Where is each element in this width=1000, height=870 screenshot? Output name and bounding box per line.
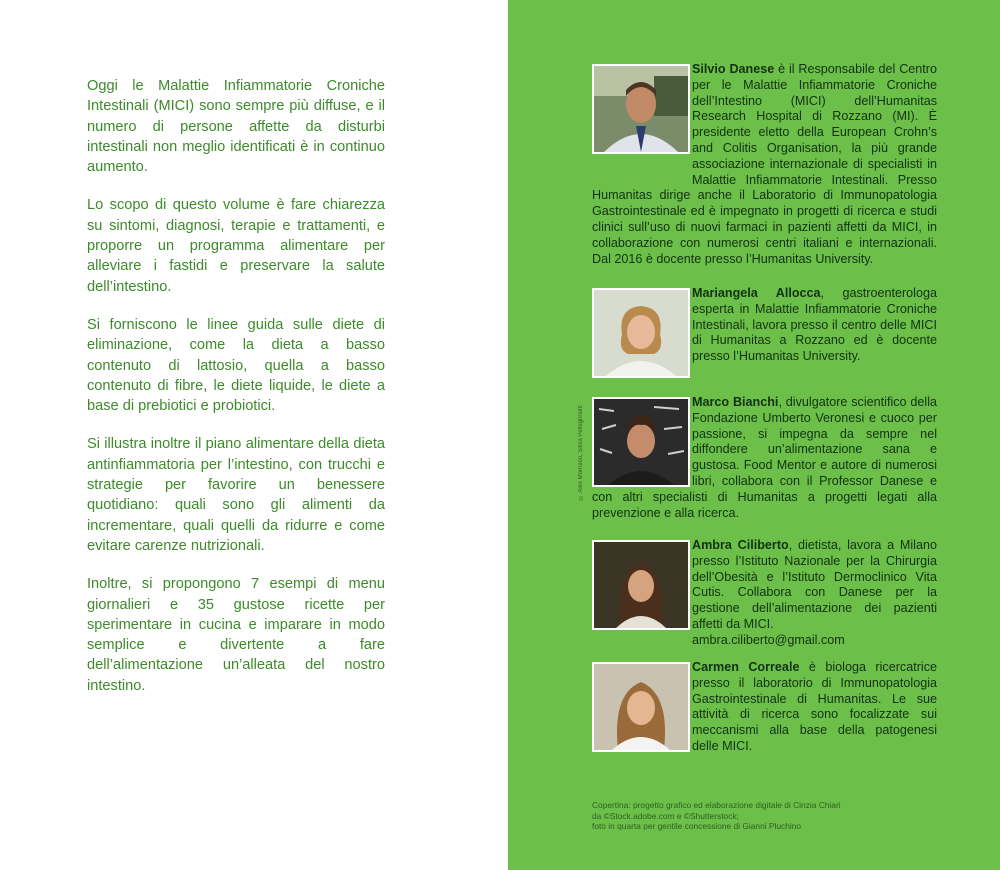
author-name: Mariangela Allocca (692, 286, 821, 300)
cover-credit-line: foto in quarta per gentile concessione di Gianni Pluchino (592, 821, 802, 831)
author-bio-silvio-danese (592, 62, 937, 267)
photo-text-wrap-spacer (592, 62, 692, 182)
author-bio-text: è il Responsabile del Centro per le Malattie Infiammatorie Croniche dell’Intestino (MICI) dell’Humanitas Research Hospital di Rozzano (MI). È presidente eletto della European Crohn’s and Colitis Organisation, la più grande associazione internazionale di specialisti in Malattie Infiammatorie Intestinali. Presso Humanitas dirige anche il Laboratorio di Immunopatologia Gastrointestinale ed è impegnato in progetti di ricerca e studi clinici sull’uso di nuovi farmaci in pazienti affetti da MICI, in collaborazione con numerosi centri italiani e internazionali. Dal 2016 è docente presso l’Humanitas University. (592, 62, 937, 266)
author-name: Marco Bianchi (692, 395, 779, 409)
photo-text-wrap-spacer (592, 286, 692, 381)
author-bio-text: , divulgatore scientifico della Fondazione Umberto Veronesi e cuoco per passione, si impegna da sempre nel diffondere un’alimentazione sana e gustosa. Food Mentor e autore di numerosi libri, collabora con il Professor Danese e con altri specialisti di Humanitas a progetti legati alla prevenzione e alla ricerca. (592, 395, 938, 520)
author-email: ambra.ciliberto@gmail.com (692, 632, 845, 647)
intro-paragraph: Si forniscono le linee guida sulle diete di eliminazione, come la dieta a basso contenuto di lattosio, quella a basso contenuto di fibre, le diete liquide, le diete a base di prebiotici e probiotici. (87, 316, 385, 415)
author-bio-ambra-ciliberto (592, 538, 937, 649)
author-name: Ambra Ciliberto (692, 538, 789, 552)
author-bio-mariangela-allocca (592, 286, 937, 381)
cover-credit-line: da ©Stock.adobe.com e ©Shutterstock; (592, 810, 739, 821)
intro-paragraph: Inoltre, si propongono 7 esempi di menu giornalieri e 35 gustose ricette per sperimentare in cucina e imparare in modo semplice e divertente a fare dell’alimentazione un’alleata del nostro intestino. (87, 576, 385, 694)
author-bio-text: , gastroenterologa esperta in Malattie Infiammatorie Croniche Intestinali, lavora presso il centro delle MICI di Humanitas a Rozzano ed è docente presso l’Humanitas University. (692, 286, 937, 364)
cover-credit-line: Copertina: progetto grafico ed elaborazione digitale di Cinzia Chiari (592, 800, 841, 810)
author-name: Silvio Danese (692, 62, 775, 76)
intro-text-block (87, 76, 385, 714)
photo-text-wrap-spacer (592, 660, 692, 755)
author-bio-marco-bianchi (592, 395, 937, 521)
photo-text-wrap-spacer (592, 538, 692, 633)
author-name: Carmen Correale (692, 660, 800, 674)
cover-credits (592, 800, 892, 832)
author-bio-text: è biologa ricercatrice presso il laboratorio di Immunopatologia Gastrointestinale di Humanitas. Le sue attività di ricerca sono focalizzate sui meccanismi alla base della patogenesi delle MICI. (692, 660, 937, 753)
photo-credit: © Alex Morrison, Silvia Pellegrinotti (578, 405, 584, 500)
author-bio-text: , dietista, lavora a Milano presso l’Istituto Nazionale per la Chirurgia dell’Obesità e l’Istituto Dermoclinico Vita Cutis. Collabora con Danese per la gestione dell’alimentazione dei pazienti affetti da MICI. (692, 538, 937, 631)
intro-paragraph: Si illustra inoltre il piano alimentare della dieta antinfiammatoria per l’intestino, con trucchi e strategie per favorire un benessere quotidiano: quali sono gli alimenti da incrementare, quali quelli da ridurre e come evitare carenze nutrizionali. (87, 436, 385, 554)
author-bio-carmen-correale (592, 660, 937, 755)
intro-paragraph: Lo scopo di questo volume è fare chiarezza su sintomi, diagnosi, terapie e trattamenti, e proporre un programma alimentare per alleviare i fastidi e preservare la salute dell’intestino. (87, 197, 385, 295)
photo-text-wrap-spacer (592, 395, 692, 485)
intro-paragraph: Oggi le Malattie Infiammatorie Croniche Intestinali (MICI) sono sempre più diffuse, e il numero di persone affette da disturbi intestinali non meglio identificati è in continuo aumento. (87, 78, 385, 176)
